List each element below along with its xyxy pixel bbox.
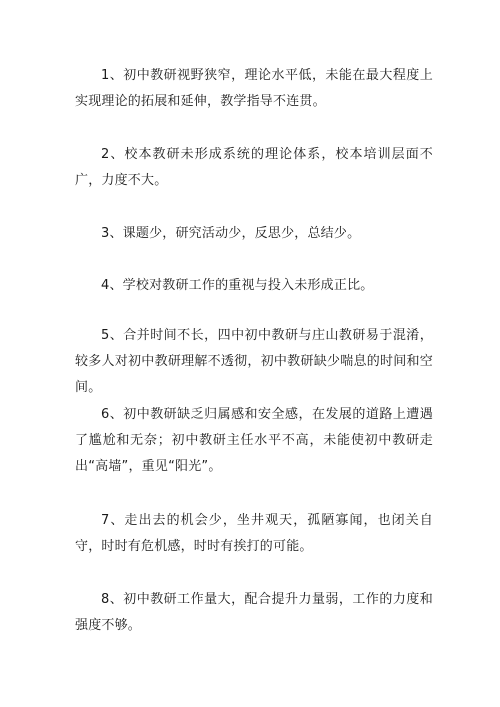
list-item: 8、初中教研工作量大，配合提升力量弱，工作的力度和强度不够。 xyxy=(75,592,433,633)
list-item: 6、初中教研缺乏归属感和安全感，在发展的道路上遭遇了尴尬和无奈；初中教研主任水平不高，未能使初中教研走出“高墙”，重见“阳光”。 xyxy=(75,407,433,474)
list-item: 5、合并时间不长，四中初中教研与庄山教研易于混淆，较多人对初中教研理解不透彻，初中教研缺少喘息的时间和空间。 xyxy=(75,328,433,395)
list-item: 2、校本教研未形成系统的理论体系，校本培训层面不广，力度不大。 xyxy=(75,147,433,188)
list-item: 3、课题少，研究活动少，反思少，总结少。 xyxy=(101,226,361,241)
list-item: 4、学校对教研工作的重视与投入未形成正比。 xyxy=(101,278,374,293)
list-item: 1、初中教研视野狭窄，理论水平低，未能在最大程度上实现理论的拓展和延伸，教学指导不连贯。 xyxy=(75,68,433,109)
list-item: 7、走出去的机会少，坐井观天，孤陋寡闻，也闭关自守，时时有危机感，时时有挨打的可能。 xyxy=(75,513,433,554)
